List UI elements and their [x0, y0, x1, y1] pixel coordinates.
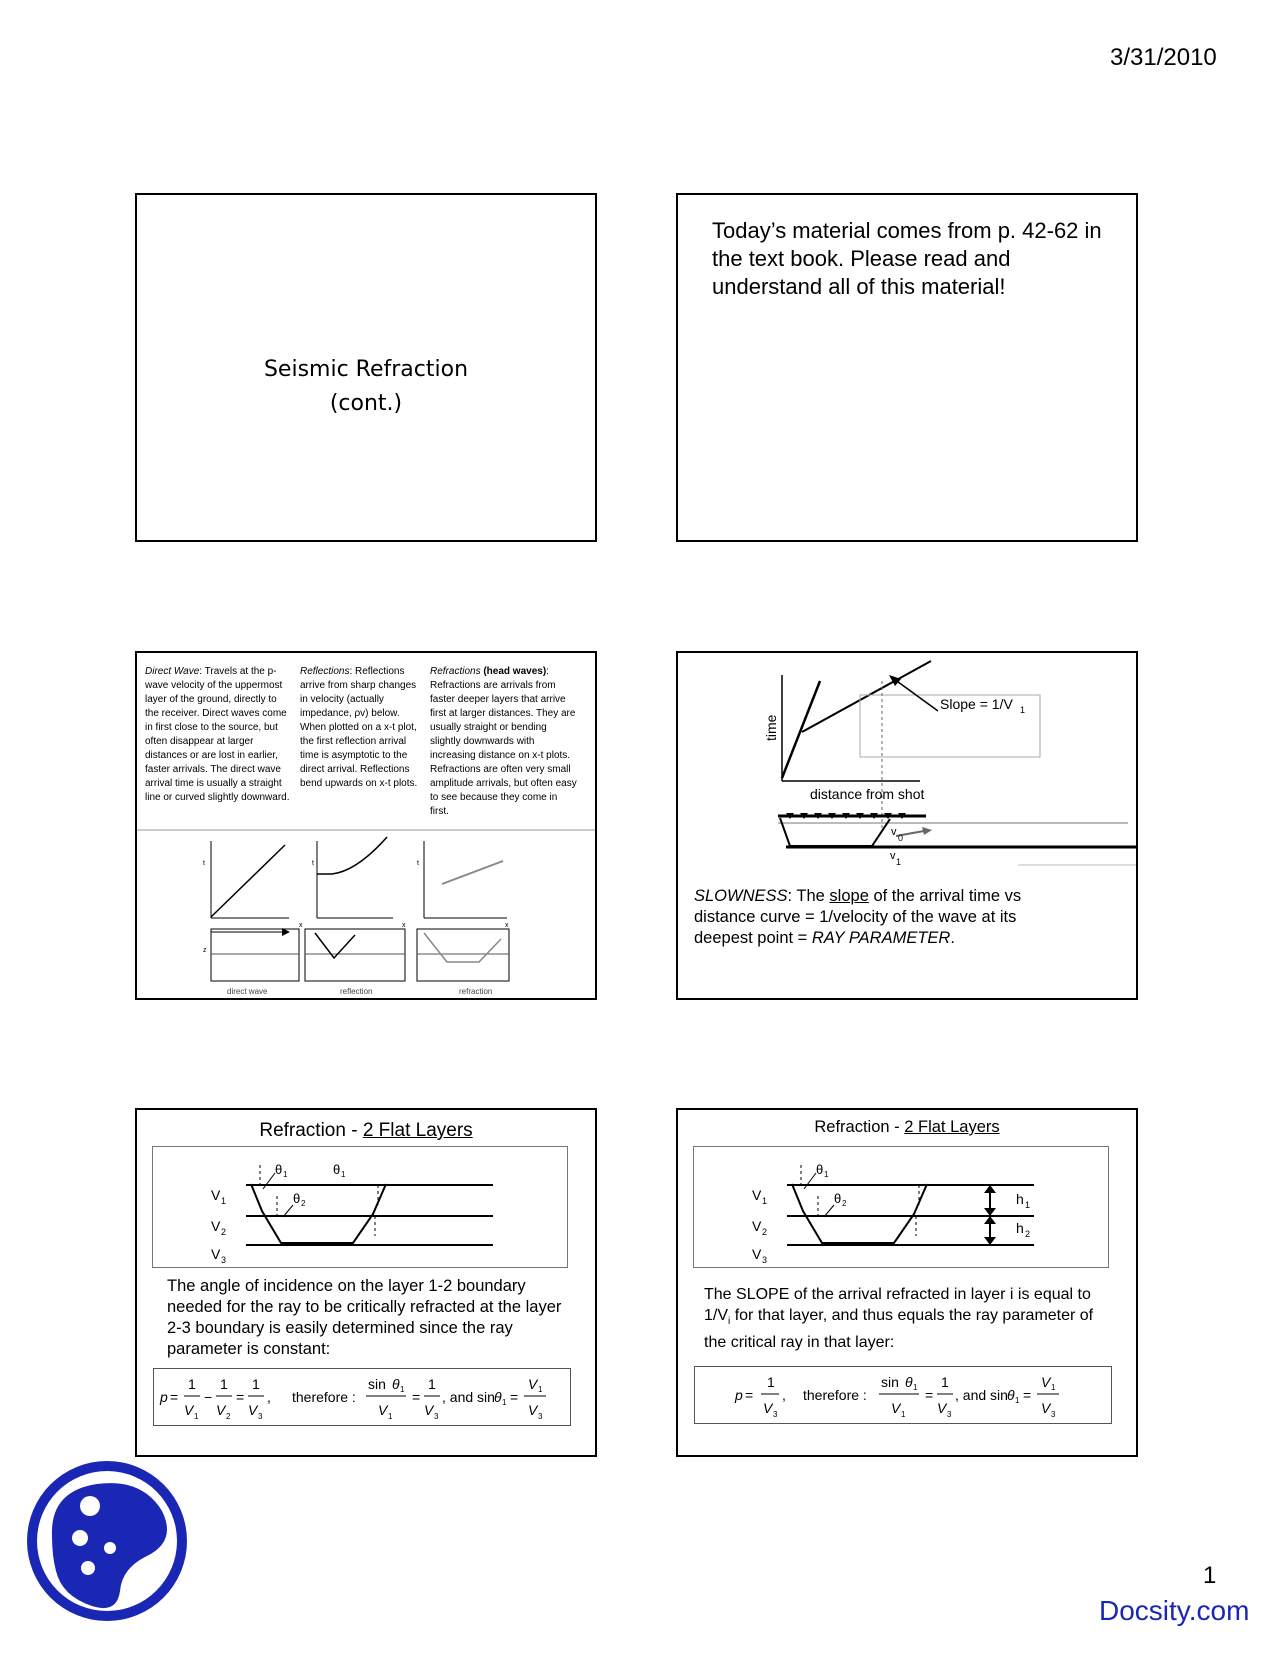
refractions-bold: (head waves) [480, 666, 547, 677]
slope-sub: 1 [1020, 705, 1026, 715]
svg-text:θ: θ [816, 1162, 824, 1177]
svg-text:sin: sin [881, 1374, 899, 1390]
svg-text:V: V [752, 1218, 762, 1234]
direct-wave-label: Direct Wave [145, 666, 200, 677]
head-wave-ray [424, 933, 501, 962]
svg-text:3: 3 [538, 1412, 543, 1421]
reading-assignment: Today’s material comes from p. 42-62 in the text book. Please read and understand all of this material! [712, 218, 1102, 299]
refracted-ray [780, 818, 890, 846]
travel-time-diagram [678, 653, 1136, 883]
svg-text:=: = [745, 1387, 754, 1403]
slowness-text [694, 886, 1064, 949]
docsity-logo [22, 1456, 192, 1626]
direct-arrival-line [211, 845, 285, 917]
svg-text:V: V [937, 1400, 947, 1416]
direct-arrival-line [782, 681, 820, 778]
v1-label: V [211, 1187, 221, 1203]
svg-text:1: 1 [252, 1376, 260, 1392]
svg-text:t: t [312, 860, 314, 867]
svg-text:1: 1 [767, 1374, 775, 1390]
layer-diagram [153, 1147, 567, 1267]
svg-text:3: 3 [773, 1410, 778, 1419]
slide-6-title: Refraction - 2 Flat Layers [814, 1118, 1000, 1136]
svg-text:V: V [378, 1402, 388, 1418]
svg-text:θ: θ [1007, 1387, 1015, 1403]
svg-text:1: 1 [913, 1383, 918, 1392]
direct-wave-text: : Travels at the p-wave velocity of the uppermost layer of the ground, directly to the receiver. Direct waves come in first close to the source, but often disappear at larger distances or are lost in earlier, faster arrivals. The direct wave arrival time is usually a straight line or curved slightly downward. [145, 666, 290, 803]
slowness-text-2: of the arrival time vs distance curve = 1/velocity of the wave at its deepest point = [694, 887, 1022, 947]
svg-text:1: 1 [896, 857, 902, 867]
title-line-1: Seismic Refraction [263, 357, 469, 382]
refractions-text: : Refractions are arrivals from faster deeper layers that arrive first at larger distances. They are usually straight or bending slightly downwards with increasing distance on x-t plots. Refractions are often very small amplitude arrivals, but often easy to see because they come in first. [430, 666, 577, 817]
slide-5-title: Refraction - 2 Flat Layers [259, 1120, 473, 1141]
svg-text:, and sin: , and sin [442, 1389, 495, 1405]
svg-text:p: p [735, 1387, 743, 1403]
svg-text:therefore :: therefore : [803, 1387, 867, 1403]
svg-text:θ: θ [494, 1389, 502, 1405]
svg-text:1: 1 [220, 1376, 228, 1392]
z-label: z [203, 947, 207, 954]
slowness-label: SLOWNESS [694, 887, 788, 905]
layer-diagram-frame [152, 1146, 568, 1268]
svg-text:=: = [510, 1389, 519, 1405]
reflections-label: Reflections [300, 666, 350, 677]
svg-text:1: 1 [194, 1412, 199, 1421]
reflection-curve [317, 837, 387, 874]
caption-refraction: refraction [459, 987, 493, 996]
refractions-label: Refractions [430, 666, 481, 677]
reflections-description [300, 665, 420, 791]
slide-2-reading [676, 193, 1138, 542]
slide-1-heading [137, 353, 595, 421]
svg-text:2: 2 [226, 1412, 231, 1421]
layer-diagram-2 [694, 1147, 1108, 1267]
svg-text:V: V [763, 1400, 773, 1416]
ray-parameter-formula [153, 1368, 571, 1426]
slide-6-paragraph: The SLOPE of the arrival refracted in layer i is equal to $1/V_i$ for that layer, and thus equals the ray parameter of the critical ray in that layer: [704, 1286, 1094, 1352]
v1-label: v [890, 850, 896, 862]
svg-text:3: 3 [221, 1255, 227, 1265]
direct-wave-description [145, 665, 291, 805]
svg-text:=: = [170, 1389, 179, 1405]
svg-text:x: x [402, 922, 406, 929]
svg-text:V: V [528, 1376, 538, 1392]
svg-text:1: 1 [1015, 1396, 1020, 1405]
svg-text:V: V [528, 1402, 538, 1418]
svg-text:1: 1 [502, 1398, 507, 1407]
refraction-plot [417, 841, 509, 996]
v2-label: V [211, 1218, 221, 1234]
svg-text:1: 1 [388, 1412, 393, 1421]
svg-text:V: V [248, 1402, 258, 1418]
svg-text:V: V [891, 1400, 901, 1416]
svg-text:V: V [216, 1402, 226, 1418]
svg-text:2: 2 [301, 1199, 306, 1208]
svg-text:1: 1 [1025, 1200, 1031, 1210]
t-label: t [203, 860, 205, 867]
direct-wave-plot [203, 841, 303, 996]
svg-text:,: , [782, 1387, 786, 1403]
slope-formula [694, 1366, 1112, 1424]
svg-text:3: 3 [947, 1410, 952, 1419]
svg-text:, and sin: , and sin [955, 1387, 1008, 1403]
svg-text:θ: θ [392, 1376, 400, 1392]
refraction-line [442, 861, 503, 884]
svg-text:2: 2 [842, 1199, 847, 1208]
slope-label: Slope = 1/V [940, 696, 1013, 712]
svg-text:2: 2 [221, 1227, 227, 1237]
wave-type-diagrams [137, 829, 595, 999]
svg-text:1: 1 [283, 1170, 288, 1179]
svg-text:V: V [752, 1246, 762, 1262]
svg-text:θ: θ [905, 1374, 913, 1390]
subsurface-box [211, 929, 299, 981]
svg-text:V: V [424, 1402, 434, 1418]
svg-text:θ: θ [834, 1191, 842, 1206]
svg-text:=: = [925, 1387, 934, 1403]
distance-axis-label: distance from shot [810, 786, 925, 802]
svg-text:θ: θ [275, 1162, 283, 1177]
slide-5-two-layers [135, 1108, 597, 1457]
h2-label: h [1016, 1220, 1024, 1236]
page-number: 1 [1203, 1562, 1217, 1589]
refractions-description [430, 665, 578, 819]
x-label: x [299, 922, 303, 929]
svg-text:1: 1 [824, 1170, 829, 1179]
svg-text:3: 3 [258, 1412, 263, 1421]
svg-text:3: 3 [762, 1255, 768, 1265]
reflection-plot [305, 837, 406, 996]
caption-direct-wave: direct wave [227, 987, 268, 996]
svg-text:1: 1 [188, 1376, 196, 1392]
svg-text:1: 1 [428, 1376, 436, 1392]
docsity-link[interactable]: Docsity.com [1099, 1595, 1250, 1626]
refracted-arrival-line [802, 661, 931, 732]
svg-text:1: 1 [941, 1374, 949, 1390]
svg-text:1: 1 [1051, 1383, 1056, 1392]
svg-text:2: 2 [762, 1227, 768, 1237]
slide-4-slowness [676, 651, 1138, 1000]
svg-text:=: = [1023, 1387, 1032, 1403]
svg-text:therefore :: therefore : [292, 1389, 356, 1405]
slide-5-paragraph: The angle of incidence on the layer 1-2 boundary needed for the ray to be critically refracted at the layer 2-3 boundary is easily determined since the ray parameter is constant: [167, 1277, 562, 1358]
svg-text:1: 1 [901, 1410, 906, 1419]
period: . [950, 929, 955, 947]
svg-text:1: 1 [762, 1196, 768, 1206]
svg-text:1: 1 [538, 1385, 543, 1394]
slope-word: slope [829, 887, 869, 905]
slide-6-two-layers [676, 1108, 1138, 1457]
page-date: 3/31/2010 [1110, 44, 1217, 71]
svg-text:1: 1 [400, 1385, 405, 1394]
svg-text:,: , [267, 1389, 271, 1405]
svg-text:1: 1 [221, 1196, 227, 1206]
layer-diagram-frame-2 [693, 1146, 1109, 1268]
receiver-markers [786, 813, 906, 819]
svg-text:1: 1 [341, 1170, 346, 1179]
ray-parameter: RAY PARAMETER [811, 929, 951, 947]
svg-text:V: V [184, 1402, 194, 1418]
time-axis-label: time [763, 714, 779, 741]
svg-text:=: = [236, 1389, 245, 1405]
h1-label: h [1016, 1191, 1024, 1207]
svg-text:t: t [417, 860, 419, 867]
svg-text:x: x [505, 922, 509, 929]
svg-text:2: 2 [1025, 1229, 1031, 1239]
svg-text:θ: θ [333, 1162, 341, 1177]
svg-text:p: p [160, 1389, 168, 1405]
svg-text:sin: sin [368, 1376, 386, 1392]
svg-text:V: V [1041, 1400, 1051, 1416]
slide-1-title [135, 193, 597, 542]
v0-label: v [891, 826, 897, 838]
svg-text:−: − [204, 1389, 213, 1405]
svg-text:=: = [412, 1389, 421, 1405]
svg-text:0: 0 [898, 833, 904, 843]
caption-reflection: reflection [340, 987, 373, 996]
svg-text:θ: θ [293, 1191, 301, 1206]
critical-ray-path [251, 1184, 386, 1243]
slowness-text-1: : The [787, 887, 830, 905]
svg-text:3: 3 [1051, 1410, 1056, 1419]
title-line-2: (cont.) [329, 391, 403, 416]
svg-text:V: V [752, 1187, 762, 1203]
svg-text:3: 3 [434, 1412, 439, 1421]
v3-label: V [211, 1246, 221, 1262]
slide-3-wave-types [135, 651, 597, 1000]
reflections-text: : Reflections arrive from sharp changes in velocity (actually impedance, ρv) below. When plotted on a x-t plot, the first reflection arrival time is asymptotic to the direct arrival. Reflections bend upwards on x-t plots. [300, 666, 418, 789]
svg-text:V: V [1041, 1374, 1051, 1390]
